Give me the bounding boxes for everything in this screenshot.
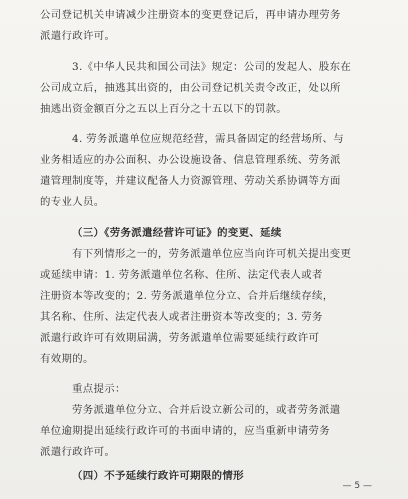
text-line: 劳务派遣单位分立、合并后设立新公司的，或者劳务派遣	[72, 404, 341, 416]
text-line: 有效期的。	[40, 353, 94, 365]
text-line: 单位逾期提出延续行政许可的书面申请的，应当重新申请劳务	[40, 425, 330, 437]
text-line: 公司登记机关申请减少注册资本的变更登记后，再申请办理劳务	[40, 9, 341, 21]
page-number: — 5 —	[342, 481, 372, 491]
text-line: 3.《中华人民共和国公司法》规定：公司的发起人、股东在	[72, 61, 352, 73]
text-line: 4. 劳务派遣单位应规范经营，需具备固定的经营场所、与	[72, 133, 345, 145]
text-line: 派遣行政许可。	[40, 30, 116, 42]
section-heading: （四）不予延续行政许可期限的情形	[72, 470, 244, 482]
text-line: 的专业人员。	[40, 196, 105, 208]
text-line: 或延续申请：1. 劳务派遣单位名称、住所、法定代表人或者	[40, 269, 323, 281]
text-line: 业务相适应的办公面积、办公设施设备、信息管理系统、劳务派	[40, 154, 341, 166]
key-tip-label: 重点提示：	[72, 383, 126, 395]
text-line: 抽逃出资金额百分之五以上百分之十五以下的罚款。	[40, 103, 288, 115]
text-line: 注册资本等改变的；2. 劳务派遣单位分立、合并后继续存续，	[40, 290, 334, 302]
text-line: 派遣行政许可。	[40, 446, 116, 458]
text-line: 其名称、住所、法定代表人或者注册资本等改变的；3. 劳务	[40, 311, 323, 323]
text-line: 有下列情形之一的，劳务派遣单位应当向许可机关提出变更	[72, 248, 352, 260]
section-heading: （三）《劳务派遣经营许可证》的变更、延续	[72, 227, 282, 239]
text-line: 公司成立后，抽逃其出资的，由公司登记机关责令改正，处以所	[40, 82, 341, 94]
text-line: 派遣行政许可有效期届满，劳务派遣单位需要延续行政许可	[40, 332, 320, 344]
text-line: 遣管理制度等，并建议配备人力资源管理、劳动关系协调等方面	[40, 175, 341, 187]
